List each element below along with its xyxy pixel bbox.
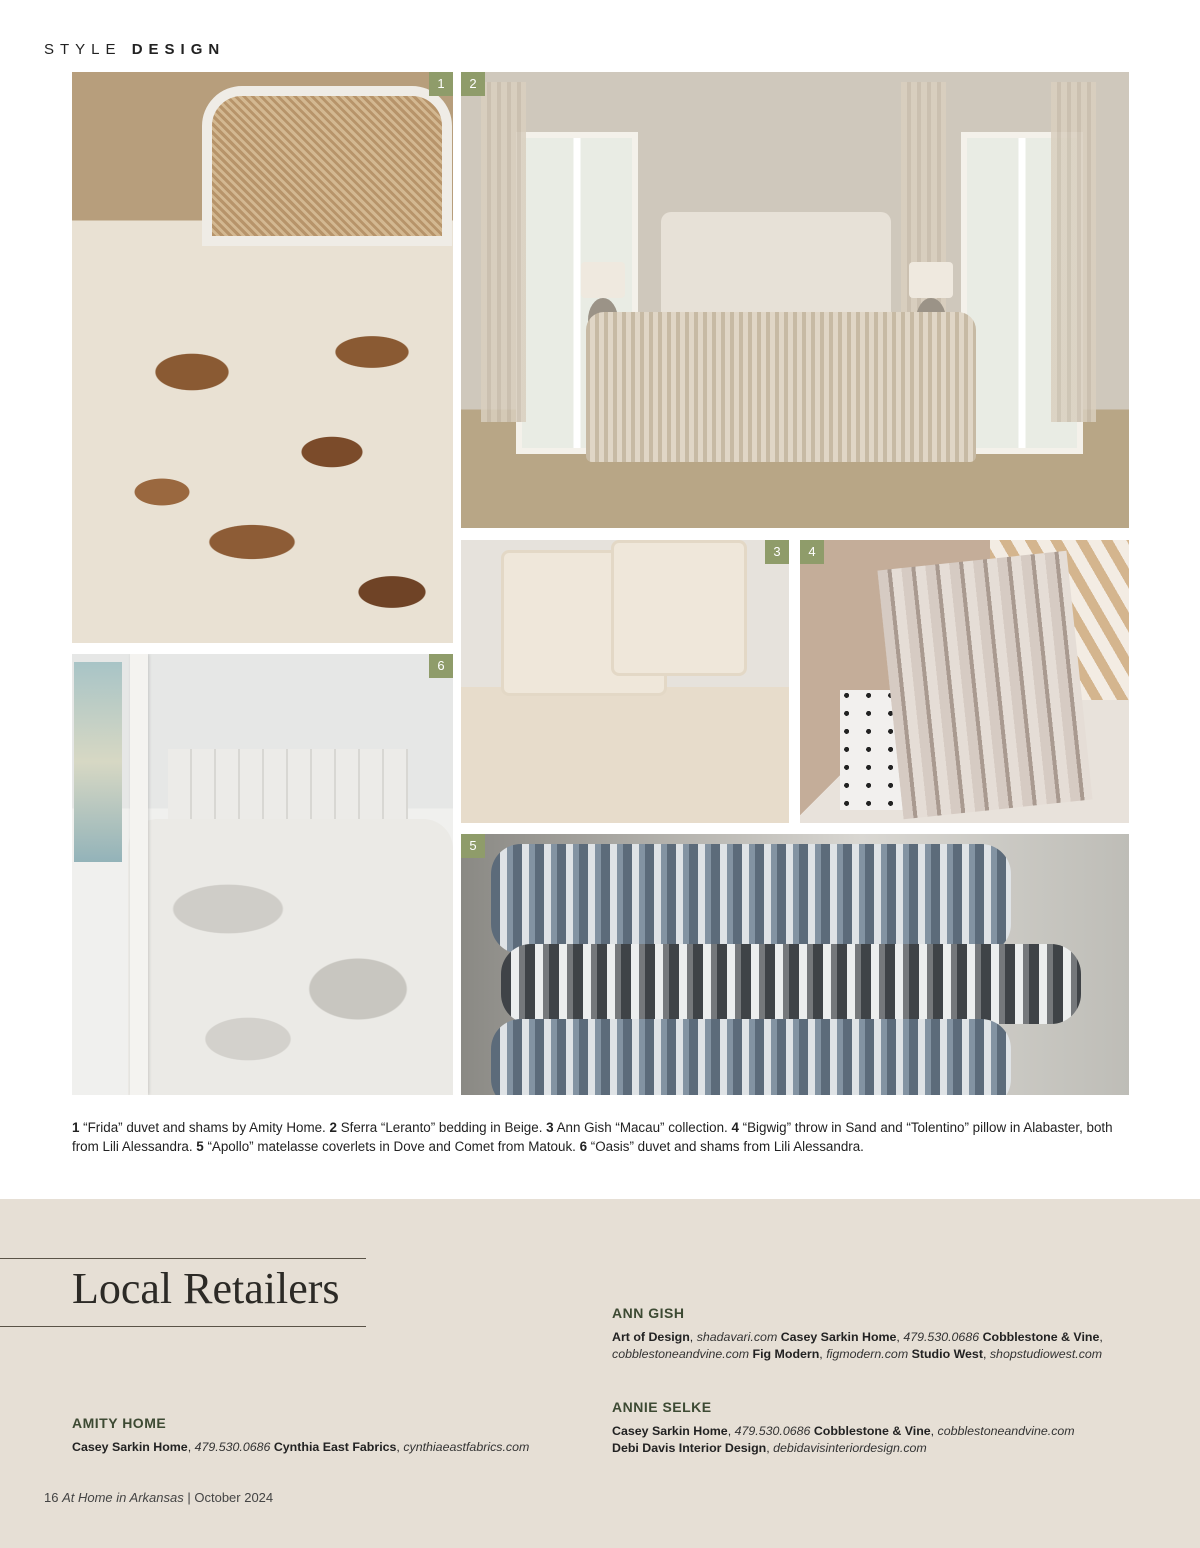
caption-number: 1 xyxy=(72,1120,80,1135)
local-retailers-title: Local Retailers xyxy=(72,1264,340,1313)
caption-number: 2 xyxy=(329,1120,337,1135)
photo-number-badge: 6 xyxy=(429,654,453,678)
retailer-name: Studio West xyxy=(911,1347,983,1361)
caption-number: 3 xyxy=(546,1120,554,1135)
retailer-info: cobblestoneandvine.com xyxy=(612,1347,750,1361)
brand-amity-home: AMITY HOME xyxy=(72,1415,167,1431)
photo-number-badge: 5 xyxy=(461,834,485,858)
retailer-name: Cynthia East Fabrics xyxy=(273,1440,397,1454)
folded-coverlet xyxy=(501,944,1081,1024)
photo-leranto-bedding xyxy=(461,72,1129,528)
retailer-info: 479.530.0686 xyxy=(734,1424,811,1438)
divider xyxy=(0,1258,366,1259)
retailer-info: figmodern.com xyxy=(826,1347,909,1361)
section-header-light: STYLE xyxy=(44,41,122,58)
retailer-info: 479.530.0686 xyxy=(194,1440,271,1454)
photo-apollo-coverlets xyxy=(461,834,1129,1095)
rattan-headboard xyxy=(202,86,452,246)
retailer-name: Fig Modern xyxy=(752,1347,820,1361)
footer-separator: | xyxy=(187,1490,191,1505)
retailer-list-annie-selke: Casey Sarkin Home, 479.530.0686 Cobblestone & Vine, cobblestoneandvine.com Debi Davis Interior Design, debidavisinteriordesign.com xyxy=(612,1424,1075,1455)
retailer-info: shopstudiowest.com xyxy=(989,1347,1103,1361)
photo-frida-duvet xyxy=(72,72,453,643)
photo-number-badge: 4 xyxy=(800,540,824,564)
retailer-name: Art of Design xyxy=(612,1330,690,1344)
photo-macau-collection xyxy=(461,540,789,823)
photo-caption xyxy=(72,1118,1132,1156)
caption-text: “Frida” duvet and shams by Amity Home. xyxy=(79,1120,330,1135)
folded-coverlet xyxy=(491,1019,1011,1095)
section-header-bold: DESIGN xyxy=(131,41,226,58)
photo-number-badge: 3 xyxy=(765,540,789,564)
caption-number: 5 xyxy=(196,1139,204,1154)
curtain xyxy=(1051,82,1096,422)
retailer-name: Cobblestone & Vine xyxy=(813,1424,931,1438)
duvet xyxy=(128,819,453,1095)
curtain xyxy=(481,82,526,422)
divider xyxy=(0,1326,366,1327)
retailer-name: Casey Sarkin Home xyxy=(72,1440,188,1454)
lamp xyxy=(581,262,625,298)
page-number: 16 xyxy=(44,1490,59,1505)
retailer-list-amity-home: Casey Sarkin Home, 479.530.0686 Cynthia East Fabrics, cynthiaeastfabrics.com xyxy=(72,1440,530,1454)
canopy-post xyxy=(130,654,148,1095)
caption-text: “Oasis” duvet and shams from Lili Alessandra. xyxy=(587,1139,864,1154)
retailer-info: debidavisinteriordesign.com xyxy=(773,1441,927,1455)
caption-text: “Bigwig” throw in Sand and “Tolentino” pillow in Alabaster, both from Lili Alessandra. xyxy=(72,1120,1113,1154)
retailer-name: Cobblestone & Vine xyxy=(982,1330,1100,1344)
caption-text: “Apollo” matelasse coverlets in Dove and Comet from Matouk. xyxy=(203,1139,580,1154)
retailer-name: Debi Davis Interior Design xyxy=(612,1441,767,1455)
retailer-info: 479.530.0686 xyxy=(903,1330,980,1344)
caption-number: 4 xyxy=(731,1120,739,1135)
caption-text: Sferra “Leranto” bedding in Beige. xyxy=(336,1120,547,1135)
caption-number: 6 xyxy=(579,1139,588,1154)
pillow xyxy=(611,540,747,676)
folded-coverlet xyxy=(491,844,1011,954)
photo-oasis-duvet xyxy=(72,654,453,1095)
caption-text: Ann Gish “Macau” collection. xyxy=(553,1120,732,1135)
lamp xyxy=(909,262,953,298)
retailer-info: shadavari.com xyxy=(696,1330,778,1344)
publication-name: At Home in Arkansas xyxy=(62,1490,184,1505)
page-footer xyxy=(44,1490,273,1505)
photo-number-badge: 2 xyxy=(461,72,485,96)
section-header xyxy=(44,41,225,58)
brand-ann-gish: ANN GISH xyxy=(612,1305,685,1321)
issue-date: October 2024 xyxy=(194,1490,274,1505)
photo-bigwig-throw xyxy=(800,540,1129,823)
photo-number-badge: 1 xyxy=(429,72,453,96)
wall-art xyxy=(74,662,122,862)
faux-fur-throw xyxy=(877,551,1092,819)
striped-bed xyxy=(586,312,976,462)
retailer-info: cobblestoneandvine.com xyxy=(937,1424,1075,1438)
retailer-name: Casey Sarkin Home xyxy=(612,1424,728,1438)
brand-annie-selke: ANNIE SELKE xyxy=(612,1399,712,1415)
retailer-name: Casey Sarkin Home xyxy=(780,1330,897,1344)
retailer-info: cynthiaeastfabrics.com xyxy=(403,1440,530,1454)
retailer-list-ann-gish: Art of Design, shadavari.com Casey Sarkin Home, 479.530.0686 Cobblestone & Vine, cobblestoneandvine.com Fig Modern, figmodern.com Studio West, shopstudiowest.com xyxy=(612,1330,1103,1361)
